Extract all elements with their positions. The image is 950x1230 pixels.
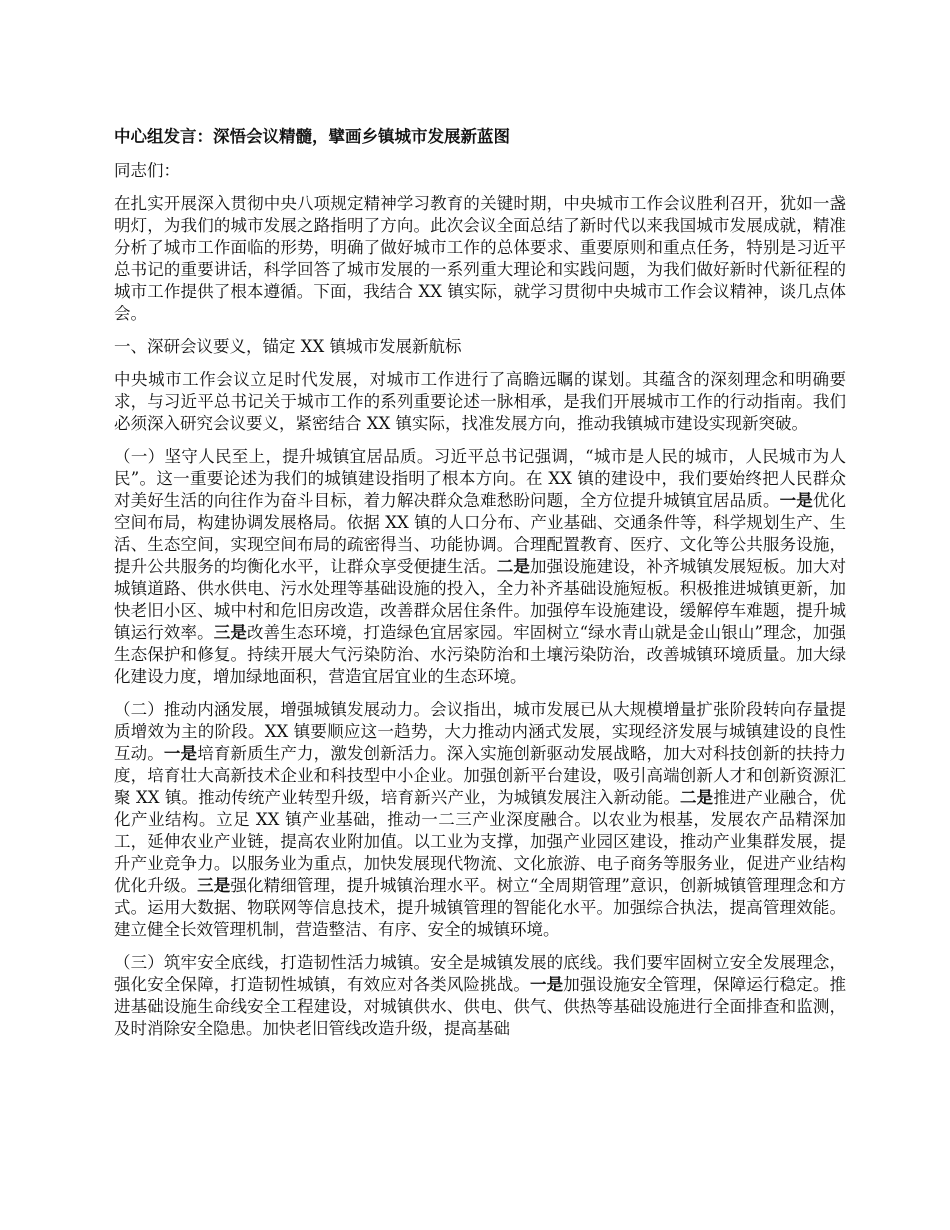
point-one-paragraph [114, 446, 846, 688]
keyword-third: 三是 [213, 623, 248, 642]
keyword-first: 一是 [779, 491, 813, 510]
point-text: 加强设施建设，补齐城镇发展短板。加大对城镇道路、供水供电、污水处理等基础设施的投入，全力补齐基础设施短板。积极推进城镇更新，加快老旧小区、城中村和危旧房改造，改善群众居住条件。加强停车设施建设，缓解停车难题，提升城镇运行效率。 [114, 557, 847, 642]
keyword-second: 二是 [679, 788, 714, 807]
document-body [114, 126, 846, 1051]
point-three-paragraph [114, 952, 846, 1040]
point-lead: （一）坚守人民至上，提升城镇宜居品质。习近平总书记强调，“城市是人民的城市，人民城市为人民”。这一重要论述为我们的城镇建设指明了根本方向。在 XX 镇的建设中，我们要始终把人民群众对美好生活的向往作为奋斗目标，着力解决群众急难愁盼问题，全方位提升城镇宜居品质。 [114, 447, 846, 510]
point-lead: （二）推动内涵发展，增强城镇发展动力。会议指出，城市发展已从大规模增量扩张阶段转向存量提质增效为主的阶段。XX 镇要顺应这一趋势，大力推动内涵式发展，实现经济发展与城镇建设的良性互动。 [114, 700, 846, 763]
point-text: 优化空间布局，构建协调发展格局。依据 XX 镇的人口分布、产业基础、交通条件等，科学规划生产、生活、生态空间，实现空间布局的疏密得当、功能协调。合理配置教育、医疗、文化等公共服务设施，提升公共服务的均衡化水平，让群众享受便捷生活。 [114, 491, 847, 576]
point-text: 改善生态环境，打造绿色宜居家园。牢固树立“绿水青山就是金山银山”理念，加强生态保护和修复。持续开展大气污染防治、水污染防治和土壤污染防治，改善城镇环境质量。加大绿化建设力度，增加绿地面积，营造宜居宜业的生态环境。 [114, 623, 847, 686]
point-two-paragraph [114, 699, 846, 941]
point-lead: （三）筑牢安全底线，打造韧性活力城镇。安全是城镇发展的底线。我们要牢固树立安全发展理念，强化安全保障，打造韧性城镇，有效应对各类风险挑战。 [114, 953, 846, 994]
section-intro-paragraph: 中央城市工作会议立足时代发展，对城市工作进行了高瞻远瞩的谋划。其蕴含的深刻理念和明确要求，与习近平总书记关于城市工作的系列重要论述一脉相承，是我们开展城市工作的行动指南。我们必须深入研究会议要义，紧密结合 XX 镇实际，找准发展方向，推动我镇城市建设实现新突破。 [114, 370, 846, 433]
page-title: 中心组发言：深悟会议精髓，擘画乡镇城市发展新蓝图 [114, 127, 510, 146]
point-text: 推进产业融合，优化产业结构。立足 XX 镇产业基础，推动一二三产业深度融合。以农业为根基，发展农产品精深加工，延伸农业产业链，提高农业附加值。以工业为支撑，加强产业园区建设，推动产业集群发展，提升产业竞争力。以服务业为重点，加快发展现代物流、文化旅游、电子商务等服务业，促进产业结构优化升级。 [114, 788, 847, 895]
section-heading: 一、深研会议要义，锚定 XX 镇城市发展新航标 [114, 337, 462, 356]
point-text: 加强设施安全管理，保障运行稳定。推进基础设施生命线安全工程建设，对城镇供水、供电、供气、供热等基础设施进行全面排查和监测，及时消除安全隐患。加快老旧管线改造升级，提高基础 [114, 975, 847, 1038]
salutation: 同志们： [114, 161, 180, 180]
intro-paragraph: 在扎实开展深入贯彻中央八项规定精神学习教育的关键时期，中央城市工作会议胜利召开，犹如一盏明灯，为我们的城市发展之路指明了方向。此次会议全面总结了新时代以来我国城市发展成就，精准分析了城市工作面临的形势，明确了做好城市工作的总体要求、重要原则和重点任务，特别是习近平总书记的重要讲话，科学回答了城市发展的一系列重大理论和实践问题，为我们做好新时代新征程的城市工作提供了根本遵循。下面，我结合 XX 镇实际，就学习贯彻中央城市工作会议精神，谈几点体会。 [114, 194, 846, 323]
keyword-third: 三是 [197, 876, 231, 895]
point-text: 培育新质生产力，激发创新活力。深入实施创新驱动发展战略，加大对科技创新的扶持力度，培育壮大高新技术企业和科技型中小企业。加强创新平台建设，吸引高端创新人才和创新资源汇聚 XX 镇。推动传统产业转型升级，培育新兴产业，为城镇发展注入新动能。 [114, 744, 847, 807]
keyword-second: 二是 [496, 557, 530, 576]
keyword-first: 一是 [163, 744, 198, 763]
keyword-first: 一是 [530, 975, 564, 994]
point-text: 强化精细管理，提升城镇治理水平。树立“全周期管理”意识，创新城镇管理理念和方式。运用大数据、物联网等信息技术，提升城镇管理的智能化水平。加强综合执法，提高管理效能。建立健全长效管理机制，营造整洁、有序、安全的城镇环境。 [114, 876, 847, 939]
